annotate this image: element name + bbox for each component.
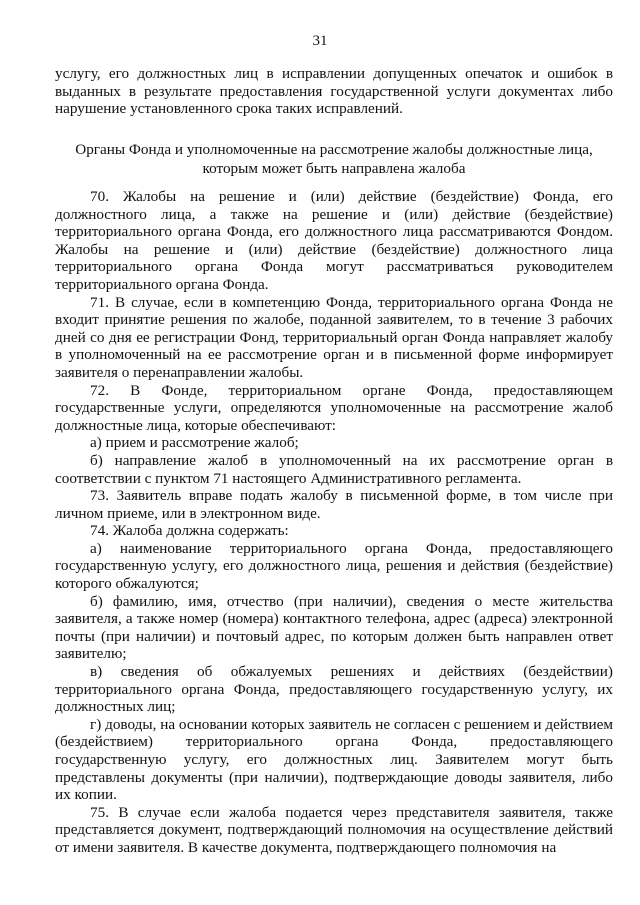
text-line: должностные лица, которые обеспечивают:	[55, 416, 337, 434]
text-line: представлены документы (при наличии), подтверждающие доводы заявителя, либо	[55, 768, 613, 786]
text-line: 70. Жалобы на решение и (или) действие (бездействие) Фонда, его	[90, 188, 613, 205]
paragraph	[55, 294, 613, 382]
text-line: 73. Заявитель вправе подать жалобу в письменной форме, в том числе при	[90, 487, 613, 505]
text-line: дней со дня ее регистрации Фонд, территориальный орган Фонда направляет жалобу	[55, 328, 613, 346]
text-line: от имени заявителя. В качестве документа, подтверждающего полномочия на	[55, 838, 557, 856]
text-line: государственную услугу, его должностных лиц. Заявителем могут быть	[55, 751, 613, 768]
text-line: заявителю;	[55, 645, 127, 663]
paragraph	[55, 593, 613, 663]
text-line: б) направление жалоб в уполномоченный на их рассмотрение орган в	[90, 451, 613, 469]
text-line: 71. В случае, если в компетенцию Фонда, территориального органа Фонда не	[90, 293, 613, 311]
text-line: (бездействием) территориального органа Фонда, предоставляющего	[55, 733, 613, 751]
intro-text	[55, 65, 613, 118]
text-line: г) доводы, на основании которых заявитель не согласен с решением и действием	[90, 715, 613, 733]
paragraph	[55, 522, 613, 540]
text-line: в уполномоченный на ее рассмотрение орган и в письменной форме информирует	[55, 346, 613, 364]
text-line: территориального органа Фонда могут рассматриваться руководителем	[55, 258, 613, 276]
text-line: государственные услуги, определяются уполномоченные на рассмотрение жалоб	[55, 399, 613, 417]
text-line: должностного лица, а также на решение и (или) действие (бездействие)	[55, 205, 613, 223]
intro-paragraph	[55, 65, 613, 118]
paragraph	[55, 434, 613, 452]
text-line: входит принятие решения по жалобе, поданной заявителем, то в течение 3 рабочих	[55, 311, 613, 329]
section-heading-line: Органы Фонда и уполномоченные на рассмотрение жалобы должностные лица,	[75, 141, 593, 158]
paragraph	[55, 804, 613, 857]
paragraph	[55, 663, 613, 716]
text-line: Жалобы на решение и (или) действие (бездействие) должностного лица	[55, 240, 613, 258]
text-line: а) наименование территориального органа Фонда, предоставляющего	[90, 539, 613, 557]
section-heading	[55, 140, 613, 178]
text-line: заявителя о перенаправлении жалобы.	[55, 363, 304, 381]
text-line: нарушение установленного срока таких исправлений.	[55, 100, 403, 118]
text-line: территориального органа Фонда.	[55, 275, 269, 293]
text-line: соответствии с пунктом 71 настоящего Административного регламента.	[55, 469, 522, 487]
paragraph	[55, 382, 613, 435]
paragraph	[55, 716, 613, 804]
text-line: личном приеме, или в электронном виде.	[55, 504, 321, 522]
text-line: почты (при наличии) и почтовый адрес, по которым должен быть направлен ответ	[55, 627, 613, 645]
text-line: б) фамилию, имя, отчество (при наличии), сведения о месте жительства	[90, 592, 613, 610]
paragraph	[55, 188, 613, 294]
section-heading-line: которым может быть направлена жалоба	[202, 160, 466, 177]
text-line: услугу, его должностных лиц в исправлении допущенных опечаток и ошибок в	[55, 65, 613, 82]
text-line: территориального органа Фонда, его должностного лица рассматриваются Фондом.	[55, 223, 613, 241]
text-line: а) прием и рассмотрение жалоб;	[90, 434, 299, 452]
text-line: представляется документ, подтверждающий полномочия на осуществление действий	[55, 821, 613, 839]
paragraph	[55, 487, 613, 522]
text-line: 74. Жалоба должна содержать:	[90, 522, 289, 540]
text-line: государственную услугу, его должностного лица, решения и действия (бездействие)	[55, 557, 613, 575]
text-line: территориального органа Фонда, предоставляющего государственную услугу, их	[55, 680, 613, 698]
document-body	[55, 188, 613, 857]
text-line: выданных в результате предоставления государственной услуги документах либо	[55, 82, 613, 100]
text-line: должностных лиц;	[55, 698, 176, 716]
text-line: которого обжалуются;	[55, 575, 199, 593]
paragraph	[55, 452, 613, 487]
text-line: 75. В случае если жалоба подается через представителя заявителя, также	[90, 803, 613, 821]
paragraph	[55, 540, 613, 593]
text-line: 72. В Фонде, территориальном органе Фонда, предоставляющем	[90, 381, 613, 399]
text-line: в) сведения об обжалуемых решениях и действиях (бездействии)	[90, 663, 613, 681]
page-number: 31	[312, 33, 328, 49]
text-line: заявителя, а также номер (номера) контактного телефона, адрес (адреса) электронной	[55, 610, 613, 628]
text-line: их копии.	[55, 786, 117, 804]
